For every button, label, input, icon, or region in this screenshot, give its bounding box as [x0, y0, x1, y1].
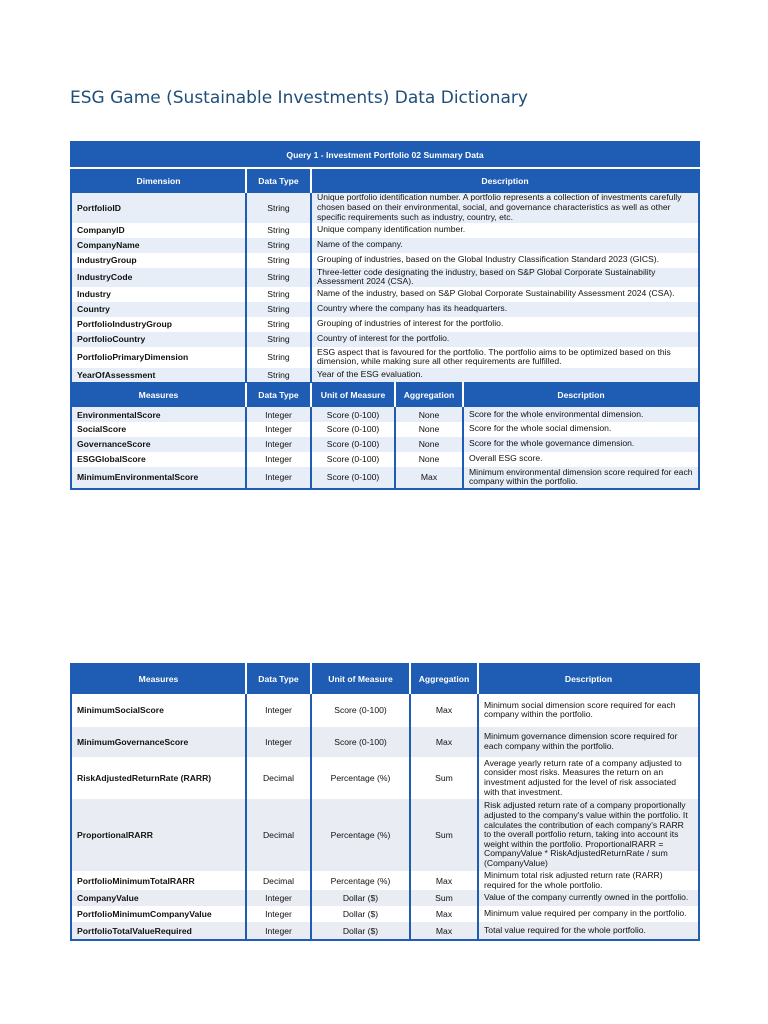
data-type: Decimal [246, 871, 311, 890]
dimension-row [71, 223, 699, 238]
table-caption: Query 1 - Investment Portfolio 02 Summary Data [71, 142, 699, 168]
summary-data-table [70, 141, 700, 490]
data-type: Integer [246, 922, 311, 940]
aggregation: None [395, 407, 463, 422]
data-type: String [246, 193, 311, 223]
measure-row [71, 467, 699, 489]
measure-name: GovernanceScore [71, 437, 246, 452]
aggregation: Max [410, 693, 478, 727]
description: Name of the company. [311, 238, 699, 253]
description: Risk adjusted return rate of a company proportionally adjusted to the company's value within the portfolio. It calculates the contribution of each company's RARR to the overall portfolio return, taking into account its weight within the portfolio. ProportionalRARR = CompanyValue * RiskAdjustedReturnRate / sum (CompanyValue) [478, 799, 699, 871]
dimension-row [71, 253, 699, 268]
description: Name of the industry, based on S&P Global Corporate Sustainability Assessment 2024 (CSA). [311, 287, 699, 302]
measure-row [71, 407, 699, 422]
dimension-row [71, 317, 699, 332]
measure-name: MinimumSocialScore [71, 693, 246, 727]
description: Minimum total risk adjusted return rate (RARR) required for the whole portfolio. [478, 871, 699, 890]
measure-name: ProportionalRARR [71, 799, 246, 871]
data-type: Integer [246, 890, 311, 906]
measure-name: CompanyValue [71, 890, 246, 906]
measure-row [71, 890, 699, 906]
aggregation: None [395, 437, 463, 452]
data-type: String [246, 317, 311, 332]
data-type: Decimal [246, 757, 311, 799]
data-type: Integer [246, 467, 311, 489]
dimension-row [71, 268, 699, 287]
measure-header-row [71, 664, 699, 693]
unit-of-measure: Score (0-100) [311, 407, 395, 422]
data-type: Integer [246, 407, 311, 422]
description: Minimum governance dimension score required for each company within the portfolio. [478, 727, 699, 757]
measure-name: SocialScore [71, 422, 246, 437]
measure-row [71, 757, 699, 799]
description: Score for the whole social dimension. [463, 422, 699, 437]
data-type: Integer [246, 727, 311, 757]
measure-row [71, 922, 699, 940]
header-aggregation: Aggregation [395, 383, 463, 407]
description: Score for the whole governance dimension. [463, 437, 699, 452]
aggregation: Max [410, 727, 478, 757]
data-type: String [246, 268, 311, 287]
header-dimension: Dimension [71, 168, 246, 193]
aggregation: Sum [410, 799, 478, 871]
description: Total value required for the whole portfolio. [478, 922, 699, 940]
description: Value of the company currently owned in the portfolio. [478, 890, 699, 906]
measure-row [71, 422, 699, 437]
data-type: Integer [246, 906, 311, 922]
unit-of-measure: Score (0-100) [311, 693, 410, 727]
page-title: ESG Game (Sustainable Investments) Data Dictionary [70, 88, 528, 108]
description: Score for the whole environmental dimension. [463, 407, 699, 422]
header-description: Description [311, 168, 699, 193]
description: Country where the company has its headquarters. [311, 302, 699, 317]
aggregation: None [395, 422, 463, 437]
data-type: String [246, 223, 311, 238]
description: Minimum social dimension score required for each company within the portfolio. [478, 693, 699, 727]
dimension-name: Industry [71, 287, 246, 302]
description: Country of interest for the portfolio. [311, 332, 699, 347]
measure-name: MinimumEnvironmentalScore [71, 467, 246, 489]
header-data-type: Data Type [246, 383, 311, 407]
data-type: String [246, 332, 311, 347]
dimension-row [71, 332, 699, 347]
dimension-name: PortfolioPrimaryDimension [71, 347, 246, 368]
description: Grouping of industries of interest for the portfolio. [311, 317, 699, 332]
data-type: Decimal [246, 799, 311, 871]
measure-name: MinimumGovernanceScore [71, 727, 246, 757]
unit-of-measure: Dollar ($) [311, 922, 410, 940]
dimension-row [71, 287, 699, 302]
unit-of-measure: Percentage (%) [311, 799, 410, 871]
measure-header-row [71, 383, 699, 407]
aggregation: Max [395, 467, 463, 489]
header-measures: Measures [71, 383, 246, 407]
measure-name: PortfolioMinimumTotalRARR [71, 871, 246, 890]
unit-of-measure: Score (0-100) [311, 727, 410, 757]
aggregation: Sum [410, 890, 478, 906]
dimension-name: CompanyName [71, 238, 246, 253]
dimension-name: IndustryGroup [71, 253, 246, 268]
measure-row [71, 452, 699, 467]
measure-row [71, 727, 699, 757]
header-data-type: Data Type [246, 168, 311, 193]
unit-of-measure: Score (0-100) [311, 467, 395, 489]
dimension-name: IndustryCode [71, 268, 246, 287]
dimension-row [71, 302, 699, 317]
measure-row [71, 799, 699, 871]
measure-row [71, 906, 699, 922]
dimension-name: PortfolioIndustryGroup [71, 317, 246, 332]
header-data-type: Data Type [246, 664, 311, 693]
aggregation: None [395, 452, 463, 467]
measure-name: PortfolioMinimumCompanyValue [71, 906, 246, 922]
measure-name: ESGGlobalScore [71, 452, 246, 467]
data-type: Integer [246, 693, 311, 727]
aggregation: Max [410, 922, 478, 940]
data-type: Integer [246, 422, 311, 437]
unit-of-measure: Percentage (%) [311, 757, 410, 799]
description: Average yearly return rate of a company adjusted to consider most risks. Measures the return on an investment adjusted for the level of risk associated with that investment. [478, 757, 699, 799]
dimension-header-row [71, 168, 699, 193]
description: Year of the ESG evaluation. [311, 368, 699, 383]
aggregation: Max [410, 906, 478, 922]
aggregation: Sum [410, 757, 478, 799]
unit-of-measure: Dollar ($) [311, 906, 410, 922]
unit-of-measure: Score (0-100) [311, 422, 395, 437]
unit-of-measure: Score (0-100) [311, 452, 395, 467]
data-type: String [246, 302, 311, 317]
header-measures: Measures [71, 664, 246, 693]
data-type: String [246, 238, 311, 253]
description: Unique company identification number. [311, 223, 699, 238]
measure-row [71, 437, 699, 452]
measure-name: EnvironmentalScore [71, 407, 246, 422]
dimension-row [71, 368, 699, 383]
dimension-name: PortfolioCountry [71, 332, 246, 347]
dimension-row [71, 238, 699, 253]
data-type: String [246, 347, 311, 368]
dimension-name: CompanyID [71, 223, 246, 238]
description: Minimum value required per company in the portfolio. [478, 906, 699, 922]
unit-of-measure: Dollar ($) [311, 890, 410, 906]
description: Three-letter code designating the industry, based on S&P Global Corporate Sustainability Assessment 2024 (CSA). [311, 268, 699, 287]
measures-table [70, 663, 700, 941]
header-aggregation: Aggregation [410, 664, 478, 693]
measure-name: RiskAdjustedReturnRate (RARR) [71, 757, 246, 799]
data-type: Integer [246, 437, 311, 452]
description: Grouping of industries, based on the Global Industry Classification Standard 2023 (GICS). [311, 253, 699, 268]
dimension-name: YearOfAssessment [71, 368, 246, 383]
header-description: Description [463, 383, 699, 407]
measure-row [71, 693, 699, 727]
dimension-row [71, 193, 699, 223]
data-type: Integer [246, 452, 311, 467]
measure-row [71, 871, 699, 890]
unit-of-measure: Score (0-100) [311, 437, 395, 452]
measure-name: PortfolioTotalValueRequired [71, 922, 246, 940]
header-description: Description [478, 664, 699, 693]
unit-of-measure: Percentage (%) [311, 871, 410, 890]
dimension-row [71, 347, 699, 368]
dimension-name: PortfolioID [71, 193, 246, 223]
data-type: String [246, 253, 311, 268]
header-unit: Unit of Measure [311, 664, 410, 693]
data-type: String [246, 287, 311, 302]
description: ESG aspect that is favoured for the portfolio. The portfolio aims to be optimized based on this dimension, while making sure all other requirements are fulfilled. [311, 347, 699, 368]
description: Unique portfolio identification number. A portfolio represents a collection of investments carefully chosen based on their environmental, social, and governance characteristics as well as other specific requirements such as industry, country, etc. [311, 193, 699, 223]
data-type: String [246, 368, 311, 383]
aggregation: Max [410, 871, 478, 890]
description: Minimum environmental dimension score required for each company within the portfolio. [463, 467, 699, 489]
header-unit: Unit of Measure [311, 383, 395, 407]
dimension-name: Country [71, 302, 246, 317]
description: Overall ESG score. [463, 452, 699, 467]
